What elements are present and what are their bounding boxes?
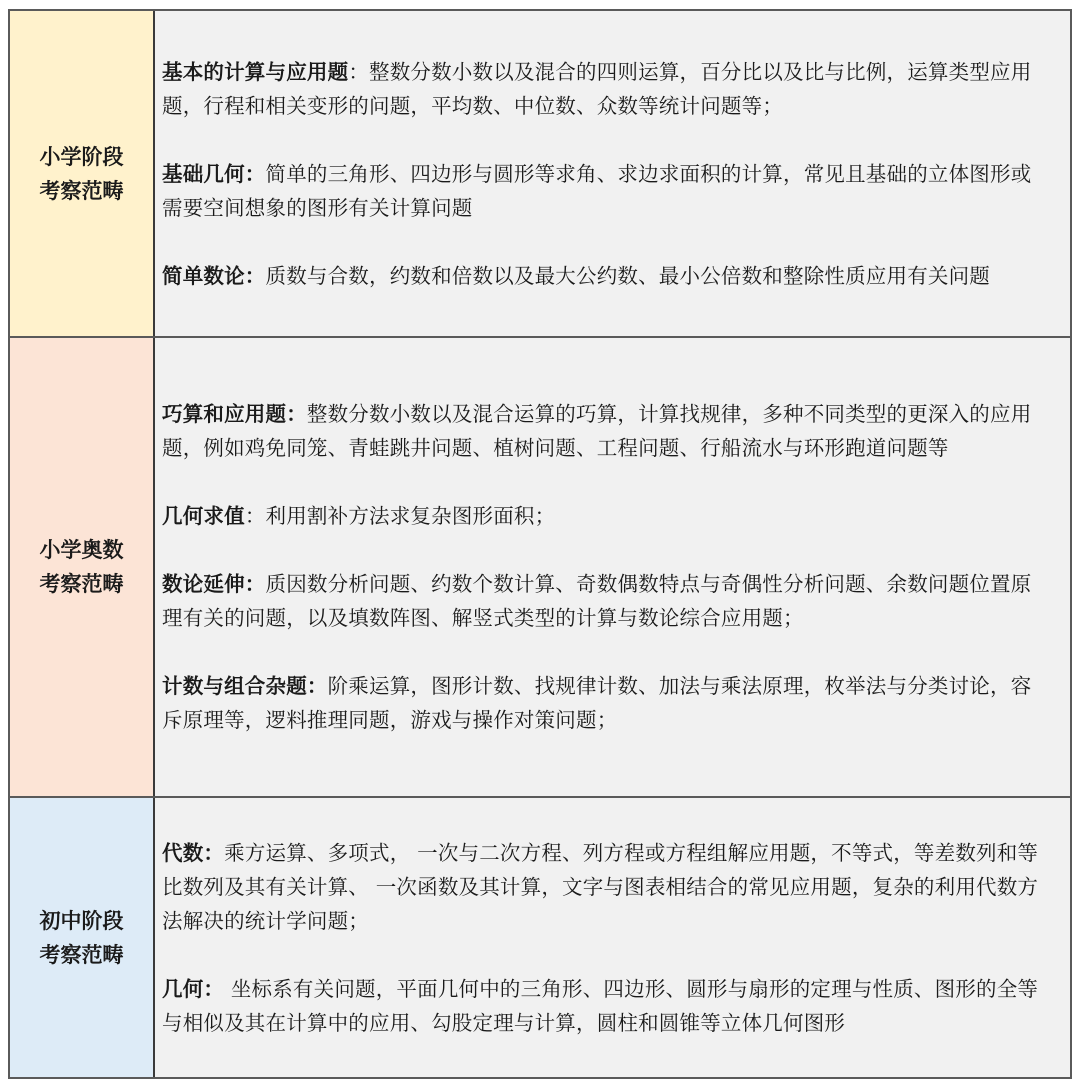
topic-paragraph	[162, 397, 1040, 465]
table-row-primary-olympiad	[10, 338, 1070, 798]
topic-body: 质因数分析问题、约数个数计算、奇数偶数特点与奇偶性分析问题、余数问题位置原理有关的问题，以及填数阵图、解竖式类型的计算与数论综合应用题；	[162, 572, 1032, 630]
row-content-primary-stage	[155, 11, 1070, 336]
topic-heading: 几何：	[162, 976, 225, 1001]
topic-body: 利用割补方法求复杂图形面积；	[265, 504, 556, 528]
topic-paragraph	[162, 836, 1040, 938]
row-content-primary-olympiad	[155, 338, 1070, 796]
row-label-primary-stage	[10, 11, 155, 336]
topic-heading: 基本的计算与应用题	[162, 59, 349, 84]
topic-heading: 代数：	[162, 840, 225, 865]
topic-paragraph	[162, 567, 1040, 635]
topic-separator: ：	[348, 59, 370, 84]
topic-heading: 数论延伸：	[162, 572, 266, 596]
row-label-line1: 小学阶段	[39, 144, 124, 169]
row-label-line2: 考察范畴	[39, 178, 124, 203]
topic-body: 乘方运算、多项式， 一次与二次方程、列方程或方程组解应用题，不等式，等差数列和等比数列及其有关计算、 一次函数及其计算，文字与图表相结合的常见应用题，复杂的利用代数方法解决的统计学问题；	[162, 840, 1039, 933]
topic-heading: 基础几何：	[162, 161, 266, 186]
topic-paragraph	[162, 55, 1040, 123]
row-content-middle-school	[155, 798, 1070, 1077]
topic-heading: 几何求值	[162, 504, 245, 528]
row-label-line2: 考察范畴	[39, 942, 124, 967]
table-row-middle-school	[10, 798, 1070, 1077]
topic-body: 简单的三角形、四边形与圆形等求角、求边求面积的计算，常见且基础的立体图形或需要空间想象的图形有关计算问题	[162, 161, 1032, 220]
topic-body: 整数分数小数以及混合运算的巧算，计算找规律，多种不同类型的更深入的应用题，例如鸡免同笼、青蛙跳井问题、植树问题、工程问题、行船流水与环形跑道问题等	[162, 402, 1032, 460]
topic-heading: 巧算和应用题：	[162, 402, 307, 426]
topic-body: 整数分数小数以及混合的四则运算，百分比以及比与比例，运算类型应用题，行程和相关变形的问题，平均数、中位数、众数等统计问题等；	[162, 59, 1032, 118]
exam-scope-table	[8, 9, 1072, 1079]
topic-body: 坐标系有关问题，平面几何中的三角形、四边形、圆形与扇形的定理与性质、图形的全等与相似及其在计算中的应用、勾股定理与计算，圆柱和圆锥等立体几何图形	[162, 976, 1039, 1035]
topic-body: 阶乘运算，图形计数、找规律计数、加法与乘法原理，枚举法与分类讨论，容斥原理等，逻料推理同题，游戏与操作对策问题；	[162, 674, 1032, 732]
topic-paragraph	[162, 259, 1040, 293]
topic-paragraph	[162, 669, 1040, 737]
topic-paragraph	[162, 157, 1040, 225]
topic-paragraph	[162, 499, 1040, 533]
row-label-primary-olympiad	[10, 338, 155, 796]
topic-body: 质数与合数，约数和倍数以及最大公约数、最小公倍数和整除性质应用有关问题	[265, 263, 990, 288]
table-row-primary-stage	[10, 11, 1070, 338]
row-label-line1: 小学奥数	[39, 538, 124, 562]
topic-paragraph	[162, 972, 1040, 1040]
row-label-line2: 考察范畴	[39, 572, 124, 596]
topic-heading: 计数与组合杂题：	[162, 674, 328, 698]
row-label-line1: 初中阶段	[39, 908, 124, 933]
row-label-middle-school	[10, 798, 155, 1077]
topic-heading: 简单数论：	[162, 263, 266, 288]
topic-separator: ：	[244, 504, 266, 528]
